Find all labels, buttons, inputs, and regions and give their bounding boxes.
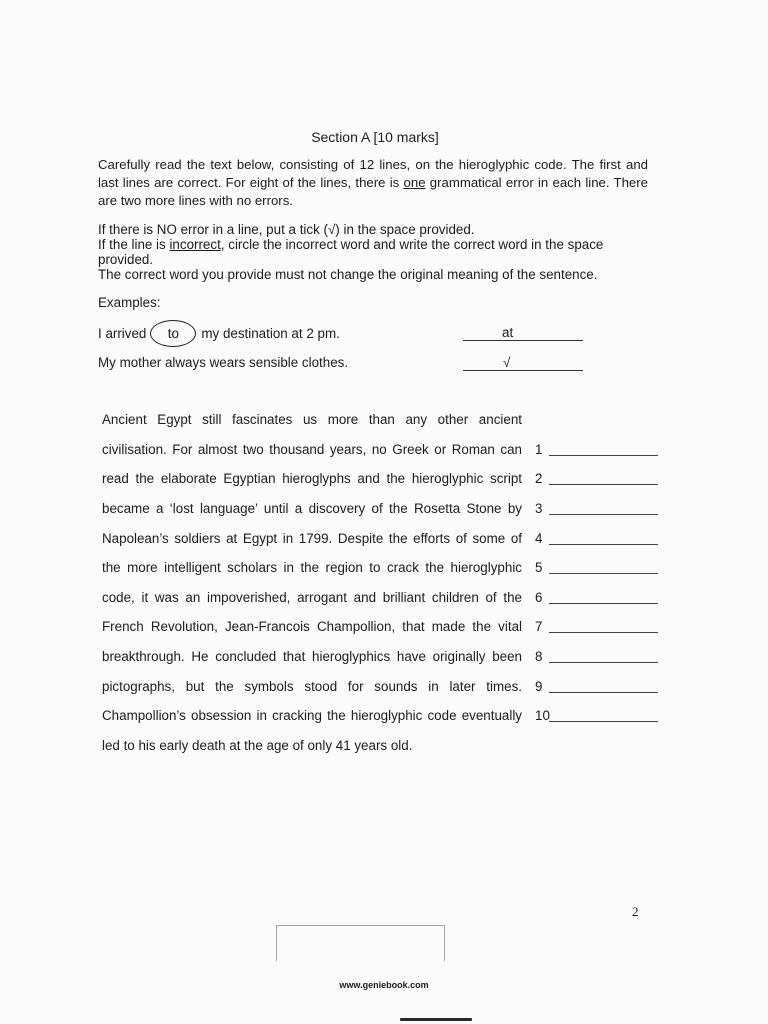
instruction-line-1: If there is NO error in a line, put a tick (√) in the space provided. [98, 221, 475, 237]
instruction-line-3: provided. [98, 251, 154, 267]
intro-paragraph [98, 156, 648, 210]
line-number: 3 [535, 500, 543, 516]
passage-line-text: breakthrough. He concluded that hieroglyphics have originally been [102, 648, 522, 664]
answer-blank [549, 701, 658, 722]
passage-line-text: led to his early death at the age of only 41 years old. [102, 737, 413, 753]
intro-text: Carefully read the text below, consisting of 12 lines, on the hieroglyphic code. The first and [98, 157, 648, 172]
passage-line-text: pictographs, but the symbols stood for sounds in later times. [102, 678, 522, 694]
passage-line [102, 701, 662, 731]
passage-line-text: Napolean’s soldiers at Egypt in 1799. Despite the efforts of some of [102, 530, 522, 546]
answer-blank [549, 612, 658, 633]
answer-blank [549, 642, 658, 663]
instructions [98, 222, 603, 282]
line-number: 2 [535, 471, 543, 487]
circled-word: to [150, 320, 196, 347]
passage-line [102, 731, 662, 761]
underlined-word-one: one [403, 175, 426, 190]
passage-line-text: read the elaborate Egyptian hieroglyphs and the hieroglyphic script [102, 471, 522, 487]
answer-blank [549, 553, 658, 574]
answer-blank [549, 435, 658, 456]
example-1-before: I arrived [98, 326, 147, 341]
footer-box [276, 925, 445, 961]
passage-line [102, 464, 662, 494]
example-1-sentence [98, 320, 340, 347]
intro-line-1 [98, 156, 648, 174]
answer-blank [549, 494, 658, 515]
line-number: 7 [535, 619, 543, 635]
passage-line-text: civilisation. For almost two thousand years, no Greek or Roman can [102, 441, 522, 457]
passage-line-text: French Revolution, Jean-Francois Champollion, that made the vital [102, 619, 522, 635]
passage-line [102, 583, 662, 613]
answer-blank [549, 464, 658, 485]
example-1-after: my destination at 2 pm. [201, 326, 340, 341]
passage-line [102, 435, 662, 465]
passage-line [102, 642, 662, 672]
example-2-answer: √ [463, 356, 583, 371]
instruction-line-4: The correct word you provide must not change the original meaning of the sentence. [98, 266, 598, 282]
passage-line-text: Champollion’s obsession in cracking the hieroglyphic code eventually [102, 708, 522, 724]
passage-line [102, 524, 662, 554]
line-number: 9 [535, 678, 543, 694]
passage-line-text: the more intelligent scholars in the region to crack the hieroglyphic [102, 560, 522, 576]
intro-line-3 [98, 192, 648, 210]
examples-label: Examples: [98, 295, 161, 310]
passage-line [102, 672, 662, 702]
answer-blank [549, 583, 658, 604]
intro-text: grammatical error in each line. There [425, 175, 648, 190]
line-number: 5 [535, 560, 543, 576]
passage-line [102, 612, 662, 642]
example-2-sentence: My mother always wears sensible clothes. [98, 355, 349, 370]
scan-edge-mark [400, 1018, 472, 1021]
underlined-word-incorrect: incorrect [169, 236, 221, 252]
passage-line [102, 553, 662, 583]
intro-line-2 [98, 174, 648, 192]
example-1-answer: at [463, 326, 583, 341]
passage-line-text: code, it was an impoverished, arrogant and brilliant children of the [102, 589, 522, 605]
page-number: 2 [632, 904, 639, 919]
instruction-text: , circle the incorrect word and write the correct word in the space [220, 236, 604, 252]
section-title: Section A [10 marks] [311, 129, 439, 145]
line-number: 6 [535, 589, 543, 605]
passage-line [102, 405, 662, 435]
passage [102, 405, 662, 760]
passage-line-text: became a ‘lost language’ until a discovery of the Rosetta Stone by [102, 500, 522, 516]
line-number: 1 [535, 441, 543, 457]
passage-line [102, 494, 662, 524]
answer-blank [549, 672, 658, 693]
answer-blank [549, 524, 658, 545]
footer-website: www.geniebook.com [339, 980, 429, 990]
intro-text: are two more lines with no errors. [98, 193, 293, 208]
passage-line-text: Ancient Egypt still fascinates us more than any other ancient [102, 412, 522, 428]
line-number: 10 [535, 708, 550, 724]
instruction-text: If the line is [98, 236, 170, 252]
instruction-line-2 [98, 237, 603, 252]
intro-text: last lines are correct. For eight of the lines, there is [98, 175, 404, 190]
line-number: 8 [535, 648, 543, 664]
line-number: 4 [535, 530, 543, 546]
